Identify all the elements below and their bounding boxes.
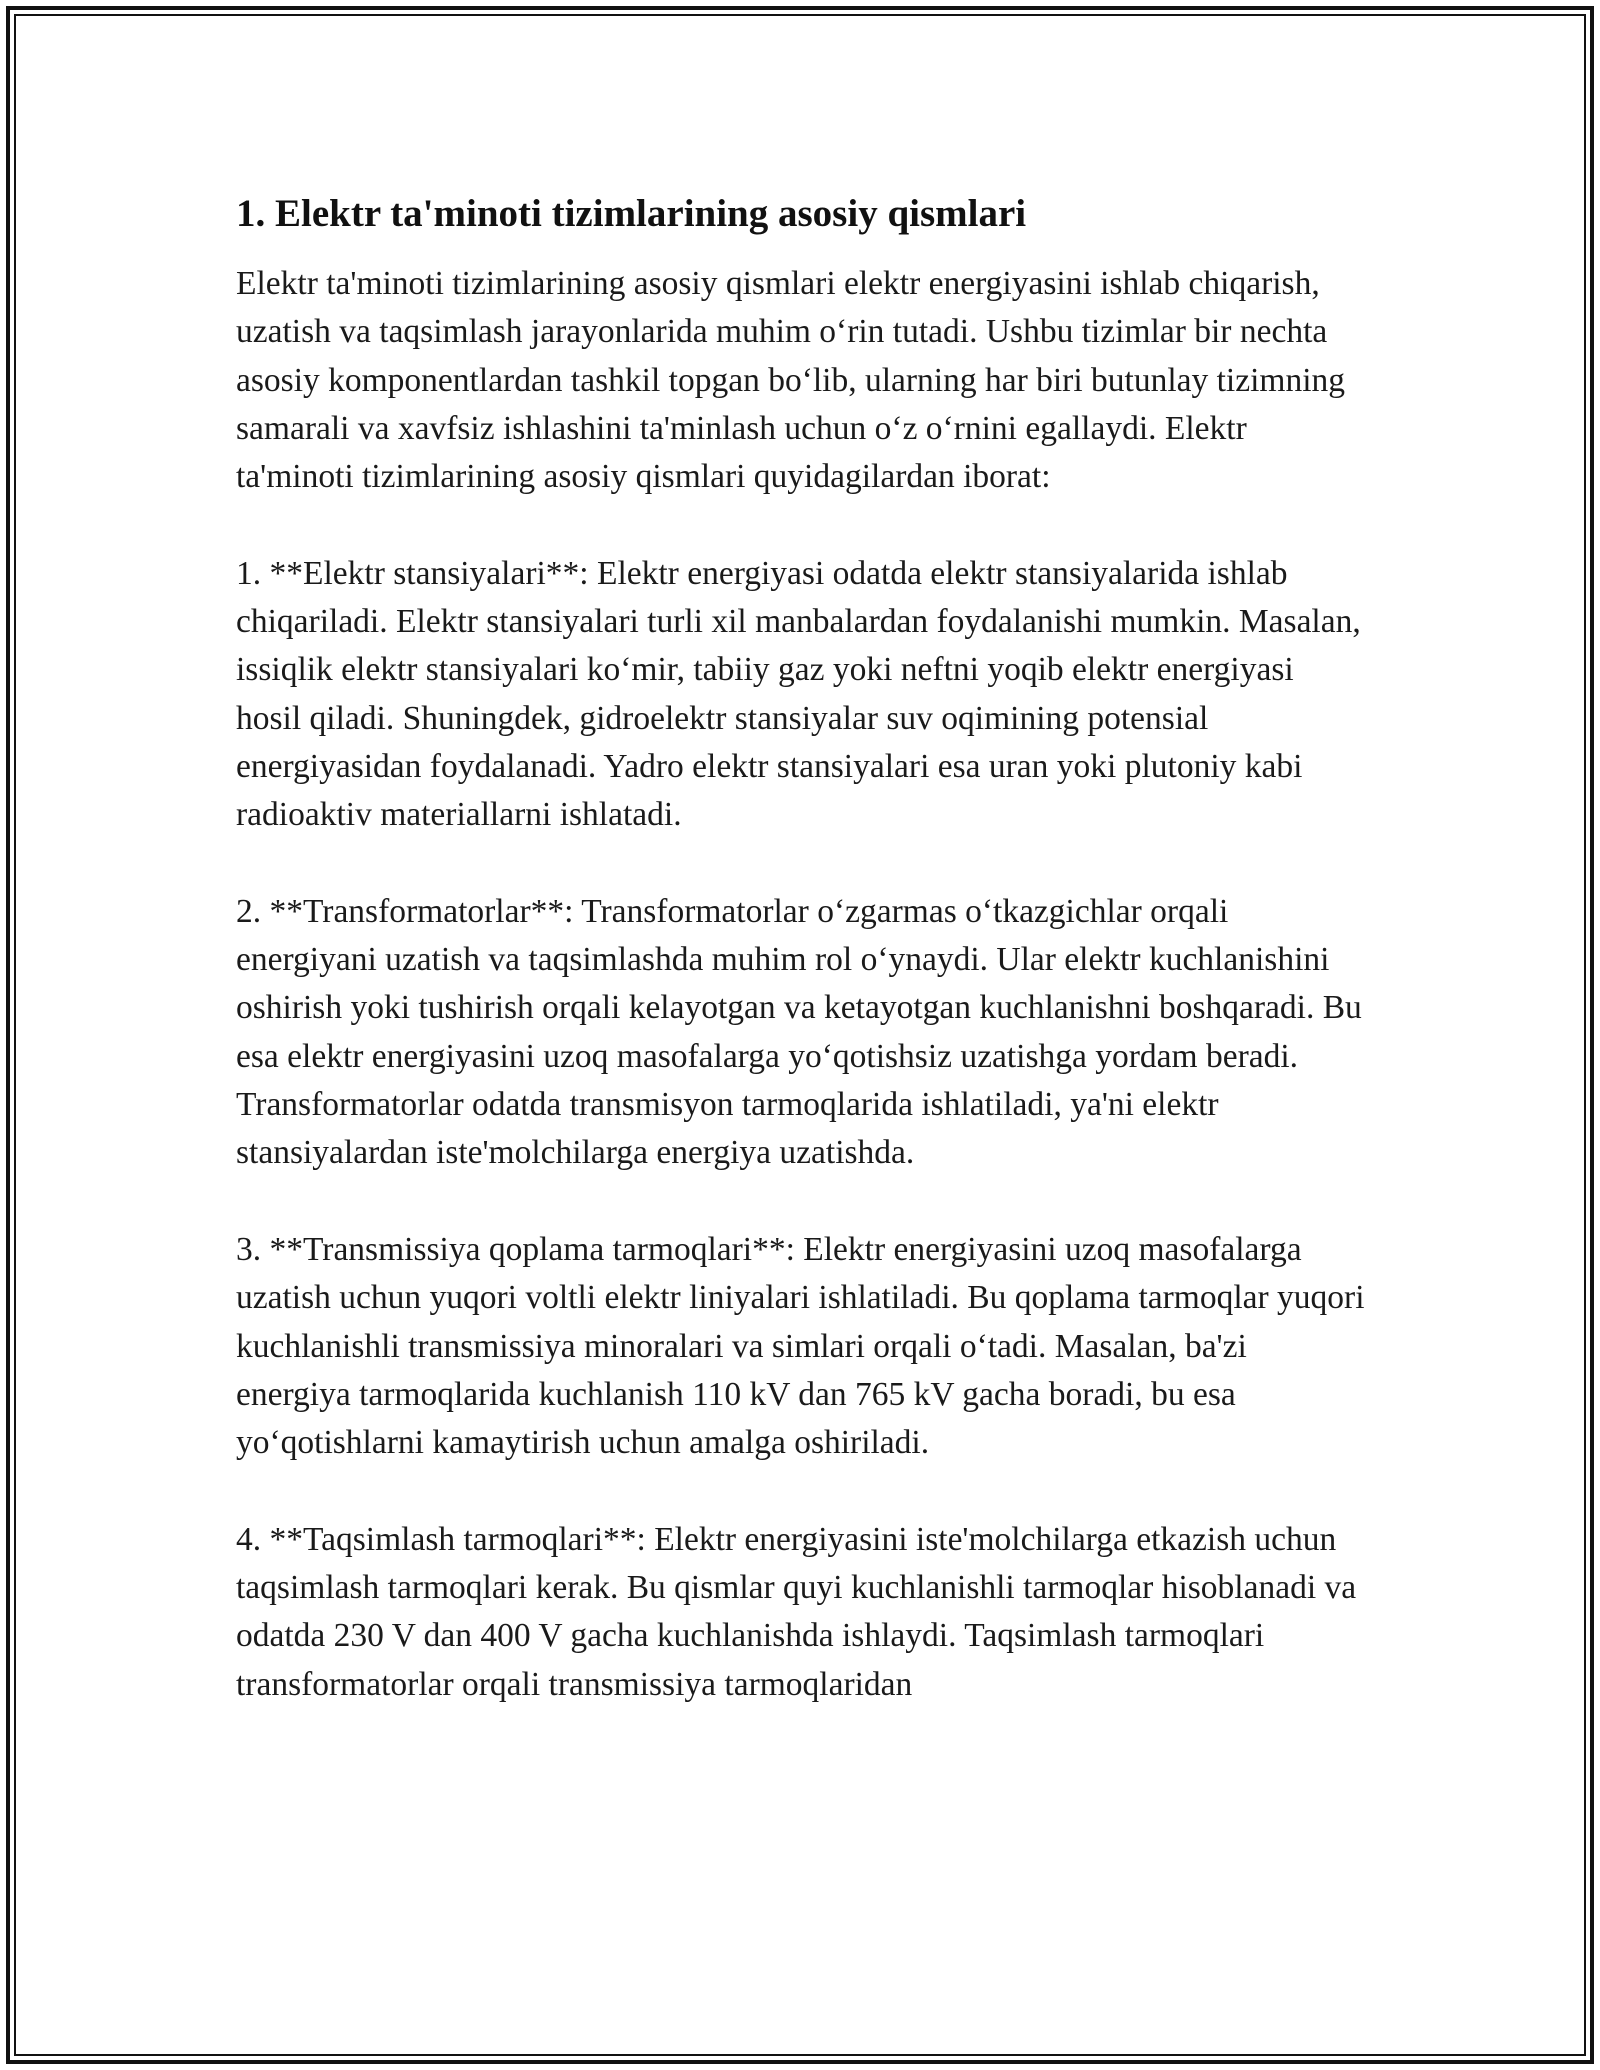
document-body [236, 188, 1366, 1757]
paragraph-power-stations: 1. **Elektr stansiyalari**: Elektr energiyasi odatda elektr stansiyalarida ishlab chiqariladi. Elektr stansiyalari turli xil manbalardan foydalanishi mumkin. Masalan, issiqlik elektr stansiyalari ko‘mir, tabiiy gaz yoki neftni yoqib elektr energiyasi hosil qiladi. Shuningdek, gidroelektr stansiyalar suv oqimining potensial energiyasidan foydalanadi. Yadro elektr stansiyalari esa uran yoki plutoniy kabi radioaktiv materiallarni ishlatadi. [236, 554, 1361, 834]
paragraph-transmission-networks: 3. **Transmissiya qoplama tarmoqlari**: Elektr energiyasini uzoq masofalarga uzatish uchun yuqori voltli elektr liniyalari ishlatiladi. Bu qoplama tarmoqlar yuqori kuchlanishli transmissiya minoralari va simlari orqali o‘tadi. Masalan, ba'zi energiya tarmoqlarida kuchlanish 110 kV dan 765 kV gacha boradi, bu esa yo‘qotishlarni kamaytirish uchun amalga oshiriladi. [236, 1230, 1365, 1462]
paragraph-distribution-networks: 4. **Taqsimlash tarmoqlari**: Elektr energiyasini iste'molchilarga etkazish uchun taqsimlash tarmoqlari kerak. Bu qismlar quyi kuchlanishli tarmoqlar hisoblanadi va odatda 230 V dan 400 V gacha kuchlanishda ishlaydi. Taqsimlash tarmoqlari transformatorlar orqali transmissiya tarmoqlaridan [236, 1520, 1357, 1703]
paragraph-transformers: 2. **Transformatorlar**: Transformatorlar o‘zgarmas o‘tkazgichlar orqali energiyani uzatish va taqsimlashda muhim rol o‘ynaydi. Ular elektr kuchlanishini oshirish yoki tushirish orqali kelayotgan va ketayotgan kuchlanishni boshqaradi. Bu esa elektr energiyasini uzoq masofalarga yo‘qotishsiz uzatishga yordam beradi. Transformatorlar odatda transmisyon tarmoqlarida ishlatiladi, ya'ni elektr stansiyalardan iste'molchilarga energiya uzatishda. [236, 892, 1362, 1172]
intro-paragraph: Elektr ta'minoti tizimlarining asosiy qismlari elektr energiyasini ishlab chiqarish, uzatish va taqsimlash jarayonlarida muhim o‘rin tutadi. Ushbu tizimlar bir nechta asosiy komponentlardan tashkil topgan bo‘lib, ularning har biri butunlay tizimning samarali va xavfsiz ishlashini ta'minlash uchun o‘z o‘rnini egallaydi. Elektr ta'minoti tizimlarining asosiy qismlari quyidagilardan iborat: [236, 265, 1346, 496]
section-heading: 1. Elektr ta'minoti tizimlarining asosiy qismlari [236, 192, 1027, 235]
